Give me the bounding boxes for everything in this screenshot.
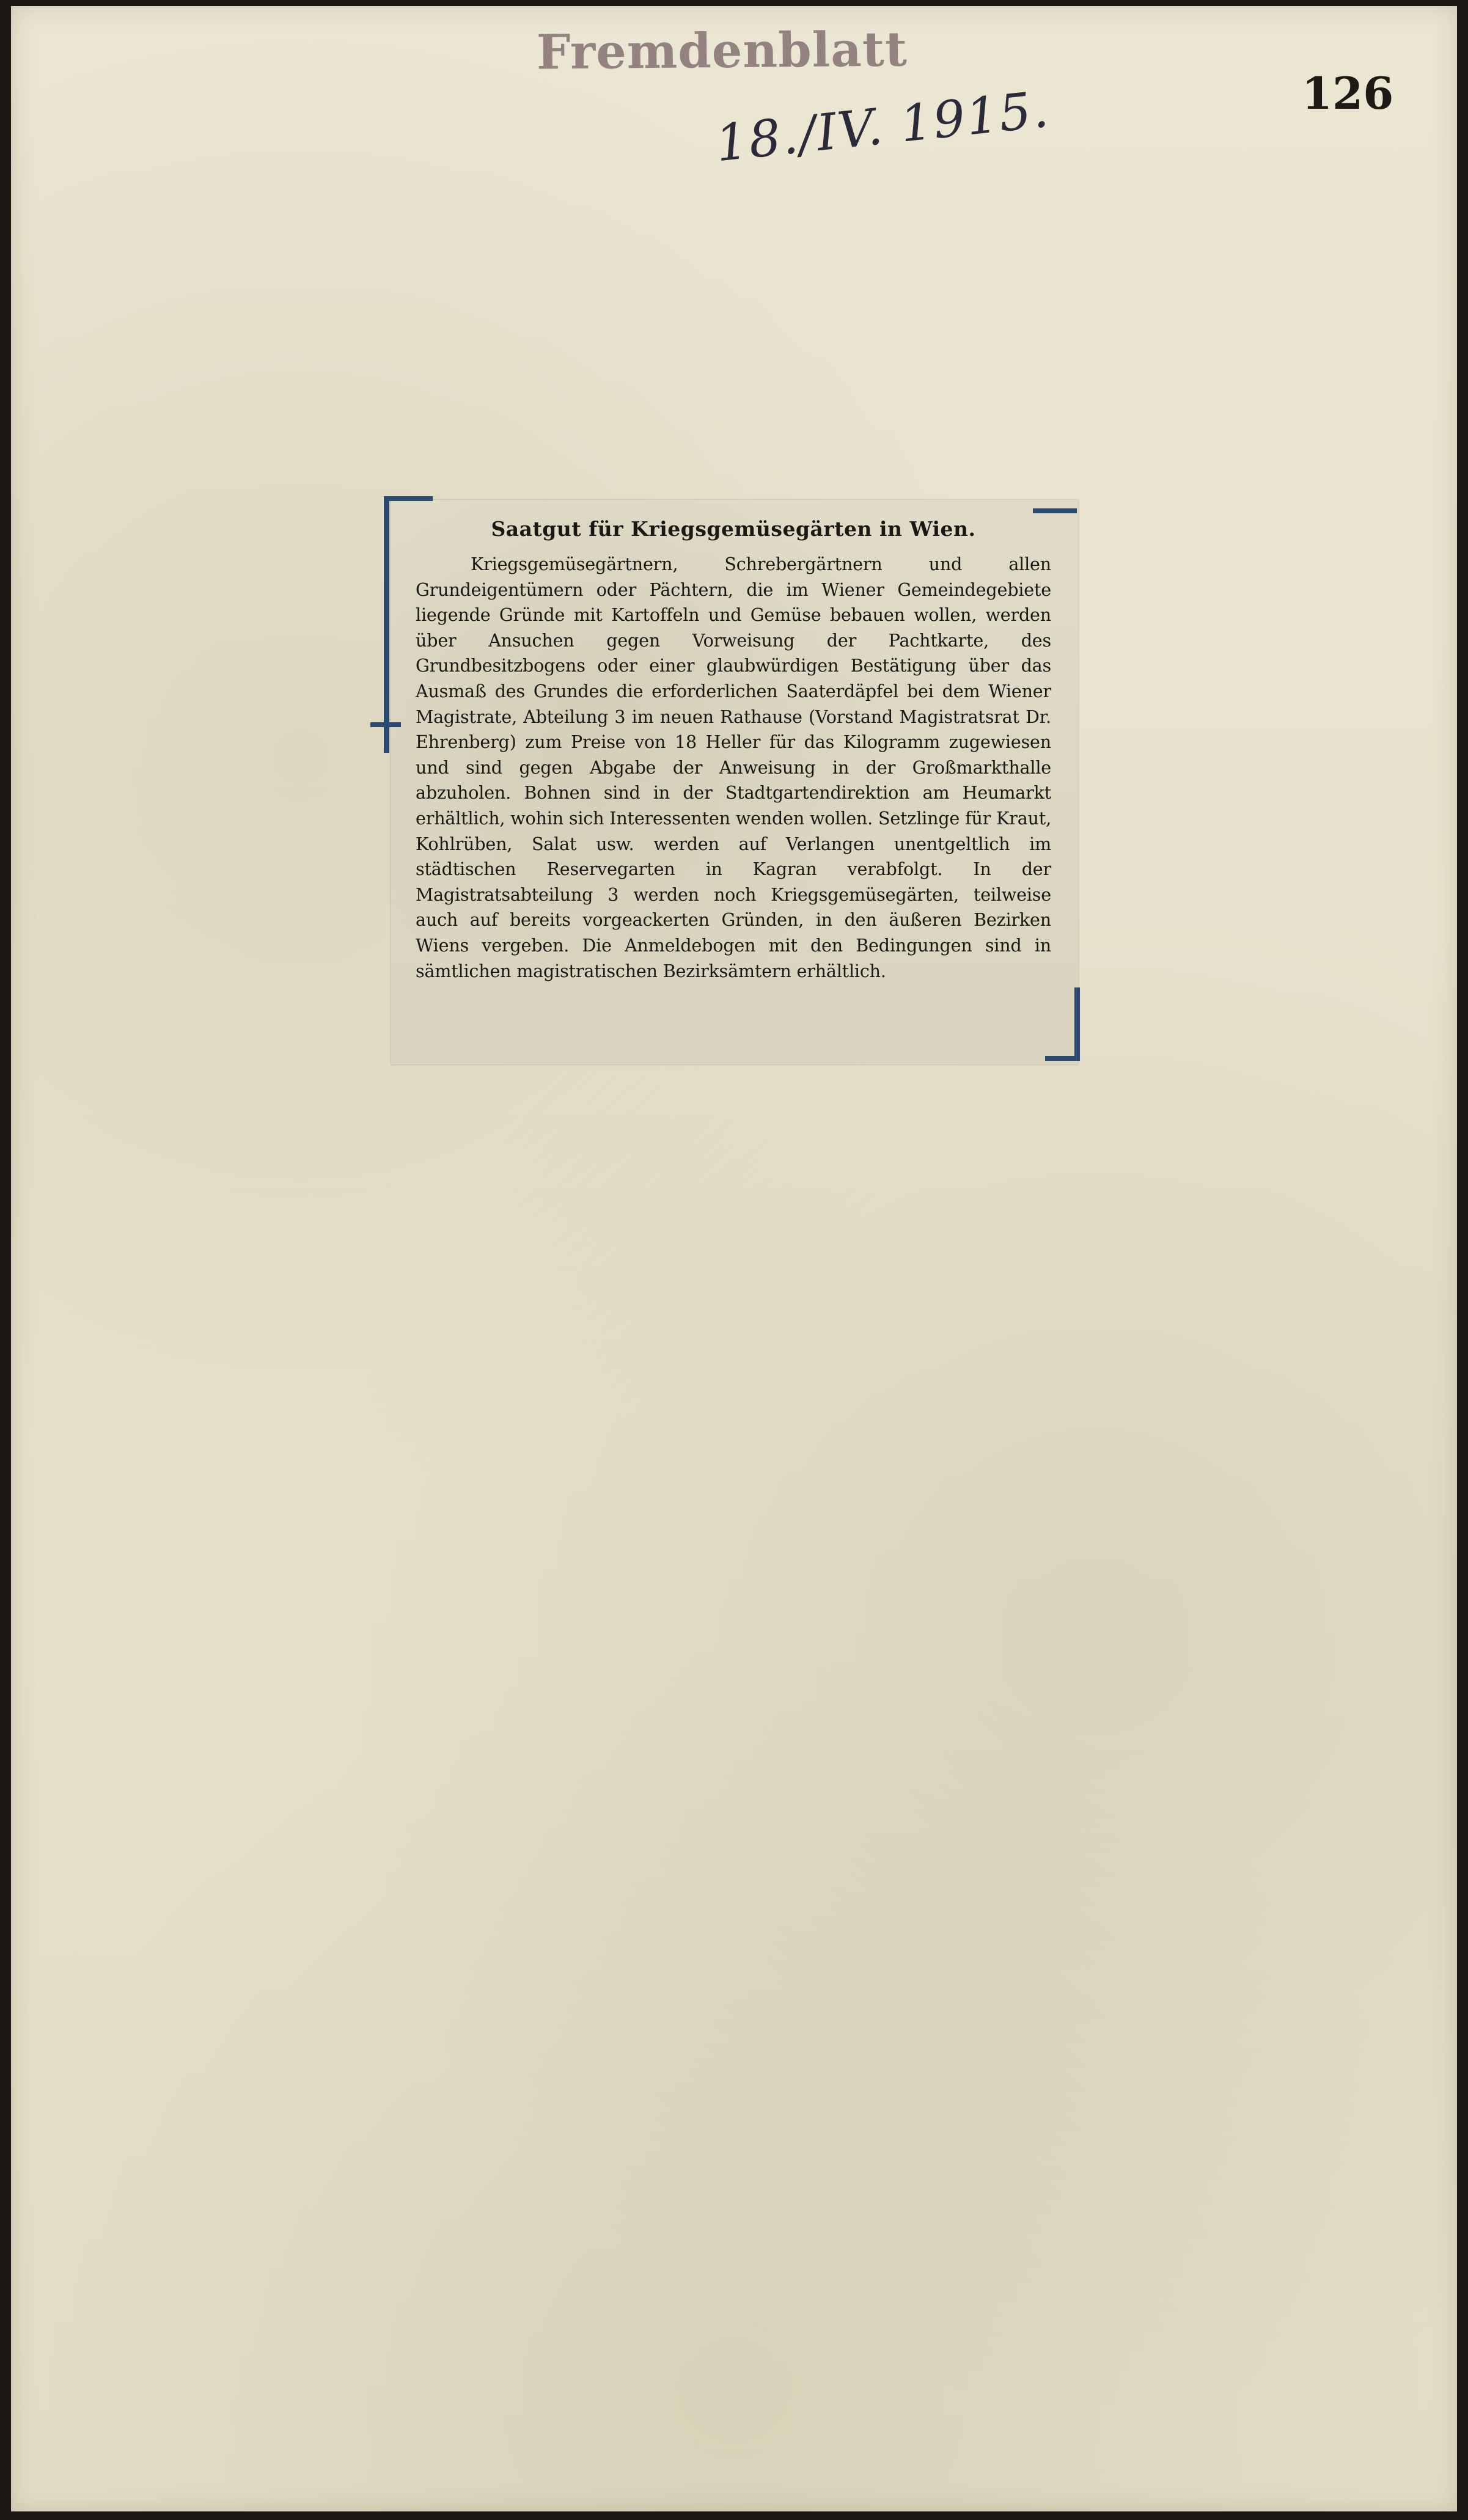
clipping-title: Saatgut für Kriegsgemüsegärten in Wien. (491, 517, 976, 541)
newspaper-clipping (391, 500, 1078, 1064)
blue-pencil-tick-left (370, 722, 401, 727)
handwritten-date: 18./IV. 1915. (713, 80, 1052, 174)
blue-pencil-bracket-top-left (384, 496, 433, 501)
blue-pencil-bracket-bottom-right (1074, 987, 1080, 1061)
blue-pencil-bracket-top-right (1033, 508, 1077, 513)
newspaper-stamp: Fremdenblatt (536, 21, 908, 81)
clipping-body: Kriegsgemüsegärtnern, Schrebergärtnern und allen Grundeigentümern oder Pächtern, die im Wiener Gemeindegebiete liegende Gründe mit Kartoffeln und Gemüse bebauen wollen, werden über Ansuchen gegen Vorweisung der Pachtkarte, des Grundbesitzbogens oder einer glaubwürdigen Bestätigung über das Ausmaß des Grundes die erforderlichen Saaterdäpfel bei dem Wiener Magistrate, Abteilung 3 im neuen Rathause (Vorstand Magistratsrat Dr. Ehrenberg) zum Preise von 18 Heller für das Kilogramm zugewiesen und sind gegen Abgabe der Anweisung in der Großmarkthalle abzuholen. Bohnen sind in der Stadtgartendirektion am Heumarkt erhältlich, wohin sich Interessenten wenden wollen. Setzlinge für Kraut, Kohlrüben, Salat usw. werden auf Verlangen unentgeltlich im städtischen Reservegarten in Kagran verabfolgt. In der Magistratsabteilung 3 werden noch Kriegsgemüsegärten, teilweise auch auf bereits vorgeackerten Gründen, in den äußeren Bezirken Wiens vergeben. Die Anmeldebogen mit den Bedingungen sind in sämtlichen magistratischen Bezirksämtern erhältlich. (416, 554, 1051, 981)
page-number: 126 (1302, 67, 1394, 119)
blue-pencil-bracket-bottom-right-h (1045, 1056, 1079, 1061)
archive-page (11, 6, 1457, 2511)
blue-pencil-bracket-left (384, 496, 389, 753)
